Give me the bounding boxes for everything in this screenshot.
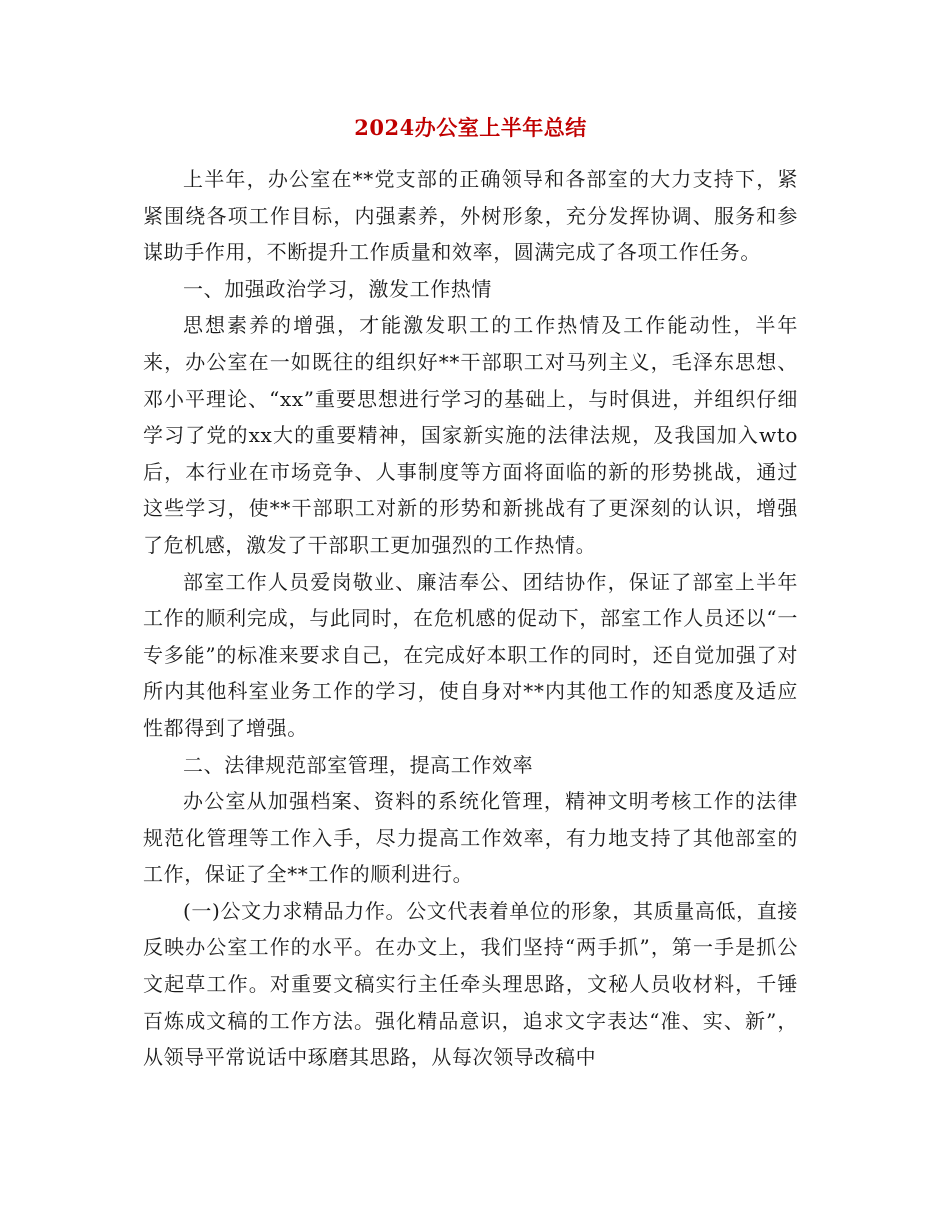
document-title: 2024办公室上半年总结 [354, 115, 587, 140]
body-paragraph: 办公室从加强档案、资料的系统化管理，精神文明考核工作的法律规范化管理等工作入手，尽力提高工作效率，有力地支持了其他部室的工作，保证了全**工作的顺利进行。 [143, 789, 798, 887]
section-heading-1: 一、加强政治学习，激发工作热情 [183, 276, 492, 301]
section-heading-2: 二、法律规范部室管理，提高工作效率 [183, 752, 534, 777]
intro-paragraph: 上半年，办公室在**党支部的正确领导和各部室的大力支持下，紧紧围绕各项工作目标，内强素养，外树形象，充分发挥协调、服务和参谋助手作用，不断提升工作质量和效率，圆满完成了各项工作任务。 [143, 167, 798, 265]
body-paragraph: 思想素养的增强，才能激发职工的工作热情及工作能动性，半年来，办公室在一如既往的组织好**干部职工对马列主义，毛泽东思想、邓小平理论、“xx”重要思想进行学习的基础上，与时俱进，并组织仔细学习了党的xx大的重要精神，国家新实施的法律法规，及我国加入wto后，本行业在市场竞争、人事制度等方面将面临的新的形势挑战，通过这些学习，使**干部职工对新的形势和新挑战有了更深刻的认识，增强了危机感，激发了干部职工更加强烈的工作热情。 [143, 313, 798, 557]
body-paragraph: 部室工作人员爱岗敬业、廉洁奉公、团结协作，保证了部室上半年工作的顺利完成，与此同时，在危机感的促动下，部室工作人员还以“一专多能”的标准来要求自己，在完成好本职工作的同时，还自觉加强了对所内其他科室业务工作的学习，使自身对**内其他工作的知悉度及适应性都得到了增强。 [143, 569, 798, 740]
body-paragraph: (一)公文力求精品力作。公文代表着单位的形象，其质量高低，直接反映办公室工作的水平。在办文上，我们坚持“两手抓”，第一手是抓公文起草工作。对重要文稿实行主任牵头理思路，文秘人员收材料，千锤百炼成文稿的工作方法。强化精品意识，追求文字表达“准、实、新”，从领导平常说话中琢磨其思路，从每次领导改稿中 [143, 898, 798, 1070]
